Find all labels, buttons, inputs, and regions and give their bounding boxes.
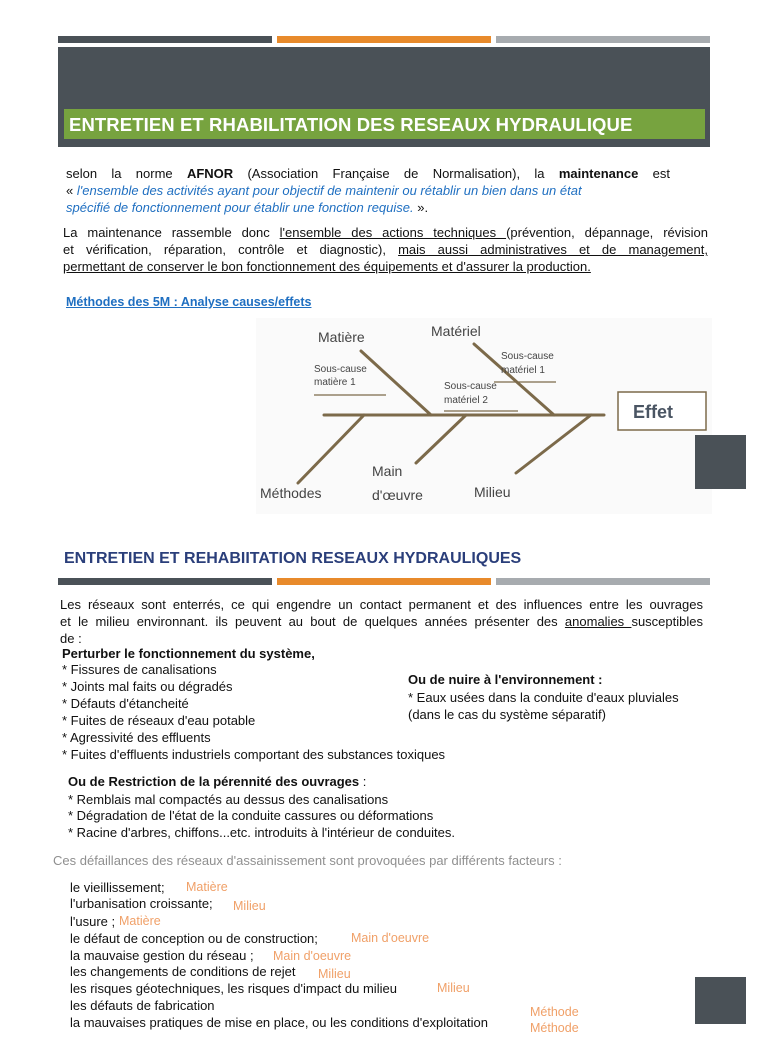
intro-line-1: Les réseaux sont enterrés, ce qui engendre un contact permanent et des influences entre les ouvrages (60, 597, 703, 612)
factors-intro: Ces défaillances des réseaux d'assainissement sont provoquées par différents facteurs : (53, 853, 562, 868)
section2-stripe-grey (496, 578, 710, 585)
factor-tag: Méthode (530, 1021, 579, 1035)
side-block-bottom (695, 977, 746, 1024)
factor-tag: Milieu (318, 967, 351, 981)
factor-text: les changements de conditions de rejet (70, 964, 296, 979)
label-sous-cause-materiel-1: Sous-cause (501, 351, 554, 362)
header-stripe-grey (496, 36, 710, 43)
perturb-item: * Fuites d'effluents industriels comportant des substances toxiques (62, 747, 446, 762)
label-milieu: Milieu (474, 484, 511, 500)
section2-stripe-dark (58, 578, 272, 585)
restrict-item: * Remblais mal compactés au dessus des canalisations (68, 792, 389, 807)
factor-tag: Main d'oeuvre (351, 931, 430, 945)
label-matiere: Matière (318, 329, 365, 345)
afnor-line-1: selon la norme AFNOR (Association Française de Normalisation), la maintenance est (66, 166, 670, 181)
label-materiel: Matériel (431, 323, 481, 339)
label-sous-cause-materiel-2: Sous-cause (444, 381, 497, 392)
nuire-title: Ou de nuire à l'environnement : (408, 672, 603, 687)
maint-line-2: et vérification, réparation, contrôle et diagnostic), mais aussi administratives et de management, (63, 242, 708, 257)
perturb-item: * Agressivité des effluents (62, 730, 211, 745)
factor-text: la mauvaises pratiques de mise en place, ou les conditions d'exploitation (70, 1015, 489, 1030)
label-matiere-1: matière 1 (314, 377, 356, 388)
factor-tag: Méthode (530, 1005, 579, 1019)
label-main: Main (372, 463, 403, 479)
factor-text: le vieillissement; (70, 880, 165, 895)
label-methodes: Méthodes (260, 485, 322, 501)
perturb-title: Perturber le fonctionnement du système, (62, 646, 315, 661)
methods-link[interactable]: Méthodes des 5M : Analyse causes/effets (66, 295, 312, 309)
nuire-item: (dans le cas du système séparatif) (408, 707, 606, 722)
title-banner (58, 47, 710, 147)
bone-milieu (516, 415, 591, 473)
intro-line-2: et le milieu environnant. ils peuvent au bout de quelques années présenter des anomalies susceptibles (60, 614, 703, 629)
factor-text: les défauts de fabrication (70, 998, 215, 1013)
afnor-line-3: spécifié de fonctionnement pour établir une fonction requise. ». (66, 200, 429, 215)
fishbone-diagram (256, 318, 712, 514)
header-stripe-orange (277, 36, 491, 43)
page-title: ENTRETIEN ET RHABILITATION DES RESEAUX HYDRAULIQUE (69, 114, 633, 135)
factor-tag: Main d'oeuvre (273, 949, 352, 963)
perturb-item: * Joints mal faits ou dégradés (62, 679, 233, 694)
factor-tag: Matière (186, 880, 228, 894)
factor-text: l'usure ; (70, 914, 116, 929)
perturb-item: * Fuites de réseaux d'eau potable (62, 713, 256, 728)
label-oeuvre: d'œuvre (372, 487, 423, 503)
side-block-top (695, 435, 746, 489)
restrict-item: * Dégradation de l'état de la conduite cassures ou déformations (68, 808, 434, 823)
factor-text: le défaut de conception ou de construction; (70, 931, 318, 946)
perturb-item: * Fissures de canalisations (62, 662, 217, 677)
label-materiel-1: matériel 1 (501, 365, 545, 376)
restrict-item: * Racine d'arbres, chiffons...etc. introduits à l'intérieur de conduites. (68, 825, 455, 840)
bone-main-oeuvre (416, 415, 466, 463)
maint-line-1: La maintenance rassemble donc l'ensemble des actions techniques (prévention, dépannage, révision (63, 225, 708, 240)
maint-line-3: permettant de conserver le bon fonctionnement des équipements et d'assurer la production. (63, 259, 591, 274)
bone-matiere (361, 351, 431, 415)
intro-line-3: de : (60, 631, 82, 646)
nuire-item: * Eaux usées dans la conduite d'eaux pluviales (408, 690, 679, 705)
factor-tag: Milieu (233, 899, 266, 913)
perturb-item: * Défauts d'étancheité (62, 696, 189, 711)
label-sous-cause-matiere: Sous-cause (314, 364, 367, 375)
section2-title: ENTRETIEN ET REHABIITATION RESEAUX HYDRAULIQUES (64, 550, 522, 567)
title-bar (64, 109, 705, 139)
label-materiel-2: matériel 2 (444, 395, 488, 406)
factor-text: la mauvaise gestion du réseau ; (70, 948, 254, 963)
factor-tag: Milieu (437, 981, 470, 995)
section2-stripe-orange (277, 578, 491, 585)
bone-methodes (298, 415, 364, 483)
factor-tag: Matière (119, 914, 161, 928)
restrict-title: Ou de Restriction de la pérennité des ouvrages : (68, 774, 367, 789)
label-effet: Effet (633, 402, 673, 422)
factor-text: les risques géotechniques, les risques d'impact du milieu (70, 981, 397, 996)
header-stripe-dark (58, 36, 272, 43)
factor-text: l'urbanisation croissante; (70, 896, 213, 911)
afnor-line-2: « l'ensemble des activités ayant pour objectif de maintenir ou rétablir un bien dans un état (66, 183, 582, 198)
